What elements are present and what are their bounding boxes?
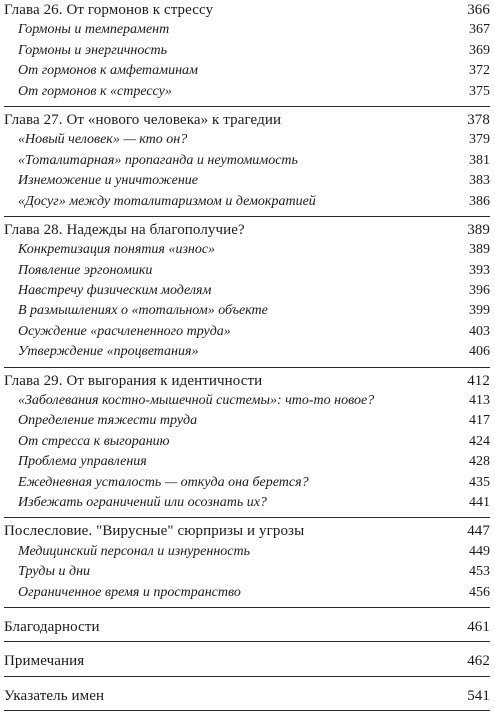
page-number: 447	[467, 523, 490, 540]
section-title: Навстречу физическим моделям	[18, 283, 212, 299]
chapter-heading[interactable]	[4, 521, 490, 541]
section-title: Ограниченное время и пространство	[18, 584, 241, 600]
section-entry[interactable]	[4, 130, 490, 150]
leader-dots	[266, 384, 460, 385]
page-number: 424	[469, 433, 490, 449]
leader-dots	[217, 13, 460, 14]
page-number: 541	[467, 687, 490, 704]
page-number: 381	[469, 152, 490, 168]
acknowledgements	[4, 611, 490, 642]
section-title: Изнеможение и уничтожение	[18, 173, 198, 189]
section-entry[interactable]	[4, 41, 490, 61]
page-number: 383	[469, 173, 490, 189]
chapter-title: Глава 26. От гормонов к стрессу	[4, 2, 214, 18]
chapter-29	[4, 371, 490, 519]
leader-dots	[202, 183, 460, 184]
leader-dots	[219, 252, 460, 253]
chapter-heading[interactable]	[4, 371, 490, 391]
section-title: Медицинский персонал и изнуренность	[18, 543, 250, 559]
section-title: Гормоны и темперамент	[18, 22, 170, 38]
section-title: От гормонов к амфетаминам	[18, 63, 198, 79]
chapter-title: Глава 28. Надежды на благополучие?	[4, 221, 245, 238]
leader-dots	[202, 73, 460, 74]
leader-dots	[215, 293, 460, 294]
page-number: 372	[469, 63, 490, 79]
page-number: 403	[469, 323, 490, 339]
page-number: 379	[469, 132, 490, 148]
page-number: 462	[467, 653, 490, 670]
chapter-title: Послесловие. "Вирусные" сюрпризы и угрозы	[4, 523, 305, 540]
leader-dots	[104, 630, 460, 631]
page-number: 369	[469, 42, 490, 58]
section-entry[interactable]	[4, 240, 490, 260]
chapter-heading[interactable]	[4, 0, 490, 20]
chapter-title: Примечания	[4, 653, 85, 670]
section-title: Появление эргономики	[18, 262, 153, 278]
table-of-contents	[4, 0, 490, 714]
chapter-heading[interactable]	[4, 686, 490, 706]
chapter-27	[4, 110, 490, 217]
page-number: 378	[467, 111, 490, 128]
page-number: 417	[469, 413, 490, 429]
chapter-heading[interactable]	[4, 651, 490, 671]
section-entry[interactable]	[4, 542, 490, 562]
section-title: «Досуг» между тоталитаризмом и демократией	[18, 193, 316, 209]
leader-dots	[88, 664, 460, 665]
section-entry[interactable]	[4, 20, 490, 40]
page-number: 449	[469, 543, 490, 559]
page-number: 428	[469, 454, 490, 470]
section-entry[interactable]	[4, 452, 490, 472]
section-entry[interactable]	[4, 432, 490, 452]
page-number: 412	[467, 372, 490, 389]
leader-dots	[171, 53, 460, 54]
section-title: Проблема управления	[18, 454, 147, 470]
page-number: 389	[469, 242, 490, 258]
leader-dots	[285, 123, 460, 124]
section-entry[interactable]	[4, 473, 490, 493]
name-index	[4, 680, 490, 711]
page-number: 456	[469, 584, 490, 600]
section-entry[interactable]	[4, 411, 490, 431]
section-entry[interactable]	[4, 562, 490, 582]
leader-dots	[308, 534, 460, 535]
leader-dots	[174, 444, 460, 445]
leader-dots	[249, 233, 460, 234]
leader-dots	[378, 403, 460, 404]
leader-dots	[271, 505, 460, 506]
leader-dots	[245, 595, 460, 596]
section-title: «Новый человек» — кто он?	[18, 132, 188, 148]
section-title: Конкретизация понятия «износ»	[18, 242, 216, 258]
chapter-title: Благодарности	[4, 618, 100, 635]
leader-dots	[313, 485, 460, 486]
page-number: 366	[467, 2, 490, 18]
leader-dots	[176, 94, 460, 95]
section-entry[interactable]	[4, 583, 490, 603]
leader-dots	[94, 574, 460, 575]
section-entry[interactable]	[4, 281, 490, 301]
notes	[4, 645, 490, 676]
section-title: «Заболевания костно-мышечной системы»: что-то новое?	[18, 393, 375, 409]
section-entry[interactable]	[4, 171, 490, 191]
page-number: 453	[469, 564, 490, 580]
page-number: 406	[469, 344, 490, 360]
leader-dots	[254, 554, 460, 555]
section-title: Гормоны и энергичность	[18, 42, 168, 58]
section-title: От гормонов к «стрессу»	[18, 83, 172, 99]
page-number: 375	[469, 83, 490, 99]
section-title: В размышлениях о «тотальном» объекте	[18, 303, 268, 319]
section-title: Определение тяжести труда	[18, 413, 198, 429]
leader-dots	[201, 423, 460, 424]
section-entry[interactable]	[4, 192, 490, 212]
page-number: 389	[467, 221, 490, 238]
section-title: Ежедневная усталость — откуда она берется?	[18, 474, 309, 490]
section-entry[interactable]	[4, 322, 490, 342]
section-title: Труды и дни	[18, 564, 91, 580]
leader-dots	[302, 163, 460, 164]
leader-dots	[156, 273, 460, 274]
leader-dots	[108, 699, 460, 700]
section-entry[interactable]	[4, 151, 490, 171]
chapter-26	[4, 0, 490, 107]
chapter-title: Глава 27. От «нового человека» к трагедии	[4, 111, 282, 128]
leader-dots	[272, 313, 460, 314]
section-title: От стресса к выгоранию	[18, 433, 170, 449]
chapter-heading[interactable]	[4, 220, 490, 240]
afterword	[4, 521, 490, 608]
chapter-heading[interactable]	[4, 110, 490, 130]
section-entry[interactable]	[4, 82, 490, 102]
section-title: «Тоталитарная» пропаганда и неутомимость	[18, 152, 298, 168]
page-number: 393	[469, 262, 490, 278]
chapter-title: Глава 29. От выгорания к идентичности	[4, 372, 263, 389]
leader-dots	[173, 32, 460, 33]
page-number: 413	[469, 393, 490, 409]
section-entry[interactable]	[4, 342, 490, 362]
chapter-title: Указатель имен	[4, 687, 105, 704]
leader-dots	[320, 204, 460, 205]
page-number: 441	[469, 494, 490, 510]
section-title: Утверждение «процветания»	[18, 344, 199, 360]
section-entry[interactable]	[4, 301, 490, 321]
section-entry[interactable]	[4, 61, 490, 81]
leader-dots	[191, 142, 460, 143]
page-number: 396	[469, 283, 490, 299]
chapter-heading[interactable]	[4, 617, 490, 637]
leader-dots	[151, 464, 460, 465]
leader-dots	[202, 354, 460, 355]
page-number: 435	[469, 474, 490, 490]
page-number: 367	[469, 22, 490, 38]
page-number: 386	[469, 193, 490, 209]
page-number: 399	[469, 303, 490, 319]
chapter-28	[4, 220, 490, 368]
section-entry[interactable]	[4, 391, 490, 411]
section-entry[interactable]	[4, 261, 490, 281]
section-title: Избежать ограничений или осознать их?	[18, 494, 267, 510]
section-title: Осуждение «расчлененного труда»	[18, 323, 231, 339]
section-entry[interactable]	[4, 493, 490, 513]
leader-dots	[235, 334, 460, 335]
page-number: 461	[467, 618, 490, 635]
